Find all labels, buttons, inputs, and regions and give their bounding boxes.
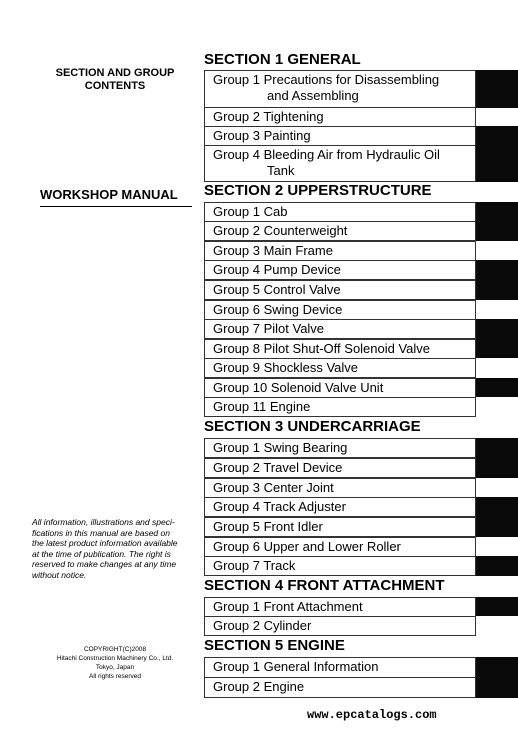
section-5-title: SECTION 5 ENGINE (204, 637, 345, 654)
section-3-group-3[interactable] (204, 478, 476, 498)
group-label: Group 4 Track Adjuster (213, 499, 346, 514)
group-label: Group 5 Control Valve (213, 282, 341, 297)
group-label: Group 4 Pump Device (213, 262, 341, 277)
group-label: Group 2 Counterweight (213, 223, 348, 238)
section-3-group-2[interactable] (204, 458, 476, 478)
thumb-tab (476, 556, 518, 576)
copyright-line: All rights reserved (88, 673, 142, 680)
section-2-group-4[interactable] (204, 260, 476, 280)
notice-line: reserved to make changes at any time (32, 559, 177, 570)
group-label: Group 1 Cab (213, 204, 288, 219)
section-4-group-1[interactable] (204, 597, 476, 617)
group-label: Group 10 Solenoid Valve Unit (213, 380, 384, 395)
group-label: Group 7 Track (213, 558, 296, 573)
thumb-tab (476, 126, 518, 182)
section-5-group-2[interactable] (204, 677, 476, 698)
group-label: Group 3 Center Joint (213, 480, 334, 495)
section-2-group-6[interactable] (204, 300, 476, 320)
group-label-continued: and Assembling (267, 88, 359, 103)
section-2-group-8[interactable] (204, 339, 476, 359)
thumb-tab (476, 597, 518, 616)
group-label: Group 4 Bleeding Air from Hydraulic Oil (213, 147, 440, 162)
section-5-group-1[interactable] (204, 657, 476, 678)
notice-line: at the time of publication. The right is (32, 548, 171, 559)
group-label: Group 2 Cylinder (213, 618, 312, 633)
section-3-group-7[interactable] (204, 556, 476, 576)
group-label: Group 7 Pilot Valve (213, 321, 325, 336)
group-label: Group 5 Front Idler (213, 519, 323, 534)
disclaimer-notice (32, 517, 195, 581)
notice-line: fications in this manual are based on (32, 527, 170, 538)
section-1-group-4[interactable] (204, 145, 476, 182)
copyright-line: Hitachi Construction Machinery Co., Ltd. (56, 655, 174, 662)
group-label: Group 2 Engine (213, 679, 305, 694)
thumb-tab (476, 260, 518, 300)
copyright-line: Tokyo, Japan (95, 664, 135, 671)
notice-line: the latest product information available (32, 538, 178, 549)
thumb-tab (476, 319, 518, 358)
section-3-group-5[interactable] (204, 517, 476, 537)
group-label: Group 1 General Information (213, 659, 379, 674)
section-3-group-1[interactable] (204, 438, 476, 458)
copyright-line: COPYRIGHT(C)2008 (83, 646, 147, 653)
section-2-group-5[interactable] (204, 280, 476, 300)
thumb-tab (476, 70, 518, 108)
thumb-tab (476, 438, 518, 478)
section-3-group-4[interactable] (204, 497, 476, 517)
section-2-group-9[interactable] (204, 358, 476, 378)
section-2-group-3[interactable] (204, 241, 476, 261)
workshop-manual-heading: WORKSHOP MANUAL (40, 187, 192, 207)
section-2-group-1[interactable] (204, 202, 476, 222)
section-2-title: SECTION 2 UPPERSTRUCTURE (204, 182, 432, 199)
thumb-tab (476, 202, 518, 241)
section-1-group-2[interactable] (204, 107, 476, 127)
section-1-group-3[interactable] (204, 126, 476, 146)
section-3-title: SECTION 3 UNDERCARRIAGE (204, 418, 421, 435)
section-3-group-6[interactable] (204, 537, 476, 557)
section-1-title: SECTION 1 GENERAL (204, 51, 361, 68)
thumb-tab (476, 657, 518, 698)
group-label: Group 2 Tightening (213, 109, 324, 124)
notice-line: All information, illustrations and speci- (32, 517, 175, 527)
group-label: Group 8 Pilot Shut-Off Solenoid Valve (213, 341, 431, 356)
section-2-group-7[interactable] (204, 319, 476, 339)
heading-line: SECTION AND GROUP (55, 67, 175, 79)
group-label: Group 11 Engine (213, 399, 311, 414)
thumb-tab (476, 497, 518, 537)
section-2-group-11[interactable] (204, 397, 476, 417)
section-2-group-10[interactable] (204, 378, 476, 398)
footer-url: www.epcatalogs.com (307, 708, 437, 722)
group-label: Group 9 Shockless Valve (213, 360, 358, 375)
group-label: Group 3 Painting (213, 128, 311, 143)
group-label: Group 6 Swing Device (213, 302, 343, 317)
group-label: Group 1 Swing Bearing (213, 440, 348, 455)
thumb-tab (476, 378, 518, 397)
section-group-contents-heading (40, 67, 190, 93)
copyright-block (40, 645, 190, 681)
group-label: Group 1 Precautions for Disassembling (213, 72, 440, 87)
notice-line: without notice. (32, 569, 87, 580)
group-label-continued: Tank (267, 163, 295, 178)
section-2-group-2[interactable] (204, 221, 476, 241)
section-4-title: SECTION 4 FRONT ATTACHMENT (204, 577, 445, 594)
group-label: Group 2 Travel Device (213, 460, 343, 475)
heading-line: CONTENTS (84, 80, 146, 92)
section-4-group-2[interactable] (204, 616, 476, 636)
group-label: Group 3 Main Frame (213, 243, 333, 258)
group-label: Group 6 Upper and Lower Roller (213, 539, 401, 554)
section-1-group-1[interactable] (204, 70, 476, 108)
group-label: Group 1 Front Attachment (213, 599, 363, 614)
